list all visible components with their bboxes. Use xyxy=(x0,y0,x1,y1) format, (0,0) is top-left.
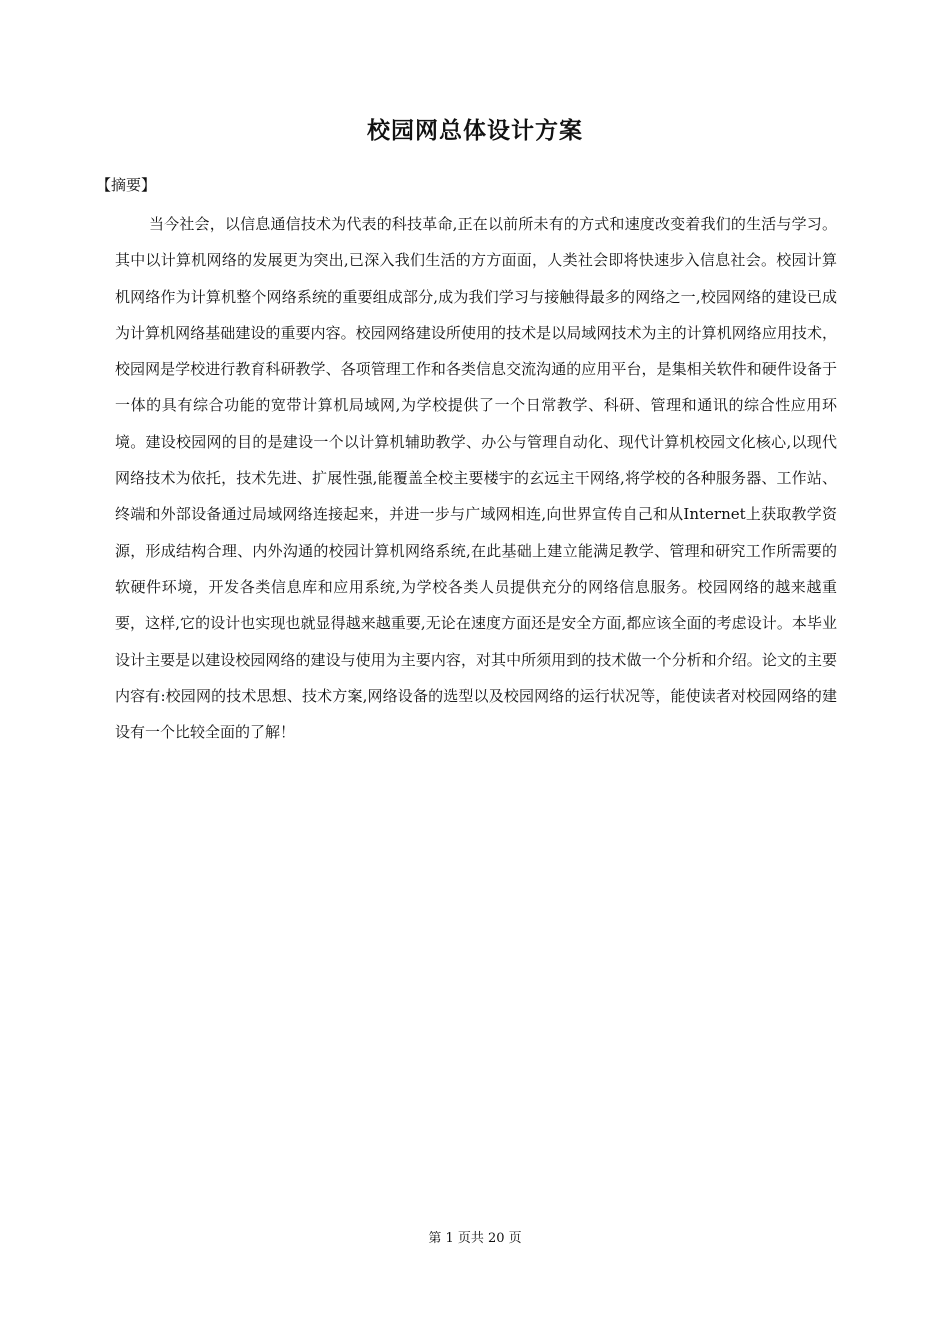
page-number-footer: 第 1 页共 20 页 xyxy=(428,1231,522,1246)
abstract-paragraph: 当今社会，以信息通信技术为代表的科技革命,正在以前所未有的方式和速度改变着我们的生活与学习。其中以计算机网络的发展更为突出,已深入我们生活的方方面面，人类社会即将快速步入信息社会。校园计算机网络作为计算机整个网络系统的重要组成部分,成为我们学习与接触得最多的网络之一,校园网络的建设已成为计算机网络基础建设的重要内容。校园网络建设所使用的技术是以局域网技术为主的计算机网络应用技术，校园网是学校进行教育科研教学、各项管理工作和各类信息交流沟通的应用平台，是集相关软件和硬件设备于一体的具有综合功能的宽带计算机局域网,为学校提供了一个日常教学、科研、管理和通讯的综合性应用环境。建设校园网的目的是建设一个以计算机辅助教学、办公与管理自动化、现代计算机校园文化核心,以现代网络技术为依托，技术先进、扩展性强,能覆盖全校主要楼宇的玄远主干网络,将学校的各种服务器、工作站、终端和外部设备通过局域网络连接起来，并进一步与广域网相连,向世界宣传自己和从Internet上获取教学资源，形成结构合理、内外沟通的校园计算机网络系统,在此基础上建立能满足教学、管理和研究工作所需要的软硬件环境，开发各类信息库和应用系统,为学校各类人员提供充分的网络信息服务。校园网络的越来越重要，这样,它的设计也实现也就显得越来越重要,无论在速度方面还是安全方面,都应该全面的考虑设计。本毕业设计主要是以建设校园网络的建设与使用为主要内容，对其中所须用到的技术做一个分析和介绍。论文的主要内容有:校园网的技术思想、技术方案,网络设备的选型以及校园网络的运行状况等，能使读者对校园网络的建设有一个比较全面的了解！ xyxy=(115,215,837,742)
abstract-heading: 【摘要】 xyxy=(96,176,157,194)
document-title: 校园网总体设计方案 xyxy=(367,118,583,144)
